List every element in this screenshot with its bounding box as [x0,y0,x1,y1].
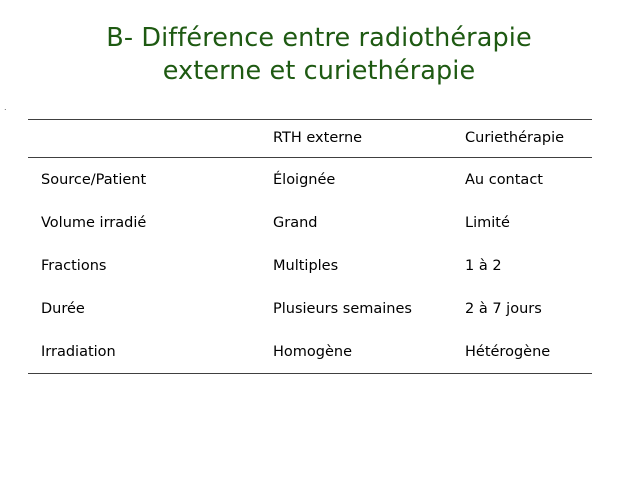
curietherapie-value: Limité [465,215,510,231]
row-label: Durée [41,301,85,317]
row-label: Fractions [41,258,107,274]
row-label: Irradiation [41,344,116,360]
curietherapie-value: 2 à 7 jours [465,301,542,317]
comparison-table [28,119,592,374]
row-label: Volume irradié [41,215,147,231]
curietherapie-value: 1 à 2 [465,258,502,274]
slide-title-line-2: externe et curiethérapie [162,56,476,86]
slide-title [0,22,638,88]
header-cell-rth-externe: RTH externe [273,130,363,146]
table-bottom-rule [28,373,592,374]
row-label: Source/Patient [41,172,147,188]
table-row [28,287,592,330]
rth-externe-value: Grand [273,215,318,231]
stray-dot: . [4,103,7,112]
rth-externe-value: Plusieurs semaines [273,301,412,317]
rth-externe-value: Homogène [273,344,353,360]
table-header-row [28,120,592,157]
curietherapie-value: Hétérogène [465,344,551,360]
table-row [28,244,592,287]
table-row [28,201,592,244]
table-row [28,158,592,201]
header-cell-curietherapie: Curiethérapie [465,130,565,146]
rth-externe-value: Multiples [273,258,339,274]
rth-externe-value: Éloignée [273,172,336,188]
curietherapie-value: Au contact [465,172,543,188]
slide-title-line-1: B- Différence entre radiothérapie [106,23,532,53]
table-row [28,330,592,373]
